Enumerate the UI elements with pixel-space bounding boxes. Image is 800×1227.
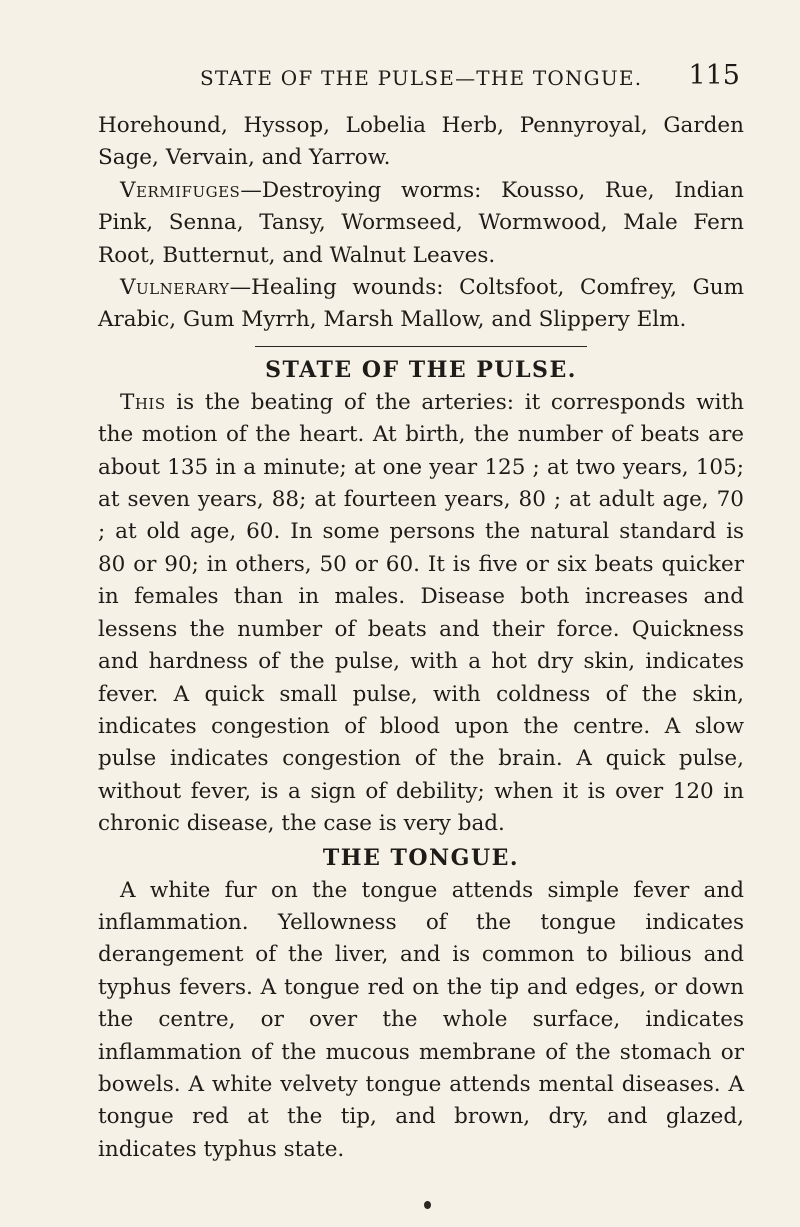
tongue-paragraph: A white fur on the tongue attends simple fever and inflammation. Yellowness of the tongue indicates derangement of the liver, and is common to bilious and typhus fevers. A tongue red on the tip and edges, or down the centre, or over the whole surface, indicates inflammation of the mucous membrane of the stomach or bowels. A white velvety tongue attends mental diseases. A tongue red at the tip, and brown, dry, and glazed, indicates typhus state. (98, 877, 744, 1162)
vermifuges-term: Vermifuges (120, 177, 241, 203)
vulnerary-paragraph (98, 272, 744, 337)
pulse-heading: STATE OF THE PULSE. (265, 356, 577, 383)
body-text (98, 110, 744, 1166)
section-divider (255, 346, 587, 347)
page-number: 115 (688, 60, 740, 91)
herbs-continued-paragraph: Horehound, Hyssop, Lobelia Herb, Pennyroyal, Garden Sage, Vervain, and Yarrow. (98, 113, 744, 171)
tongue-heading: THE TONGUE. (322, 844, 520, 871)
pulse-text: is the beating of the arteries: it corresponds with the motion of the heart. At birth, the number of beats are about 135 in a minute; at one year 125 ; at two years, 105; at seven years, 88; at fourteen years, 80 ; at adult age, 70 ; at old age, 60. In some persons the natural standard is 80 or 90; in others, 50 or 60. It is five or six beats quicker in females than in males. Disease both increases and lessens the number of beats and their force. Quickness and hardness of the pulse, with a hot dry skin, indicates fever. A quick small pulse, with coldness of the skin, indicates congestion of blood upon the centre. A slow pulse indicates congestion of the brain. A quick pulse, without fever, is a sign of debility; when it is over 120 in chronic disease, the case is very bad. (98, 389, 744, 837)
pulse-paragraph (98, 387, 744, 841)
running-head (100, 60, 740, 94)
ink-mark (424, 1201, 431, 1209)
pulse-lead-word: This (120, 389, 166, 415)
vermifuges-text: —Destroying worms: Kousso, Rue, Indian Pink, Senna, Tansy, Wormseed, Wormwood, Male Fern Root, Butternut, and Walnut Leaves. (98, 177, 744, 268)
vulnerary-term: Vulnerary (120, 275, 230, 301)
running-title: STATE OF THE PULSE—THE TONGUE. (200, 66, 643, 90)
vermifuges-paragraph (98, 175, 744, 272)
vulnerary-text: —Healing wounds: Coltsfoot, Comfrey, Gum Arabic, Gum Myrrh, Marsh Mallow, and Slippery Elm. (98, 275, 744, 333)
